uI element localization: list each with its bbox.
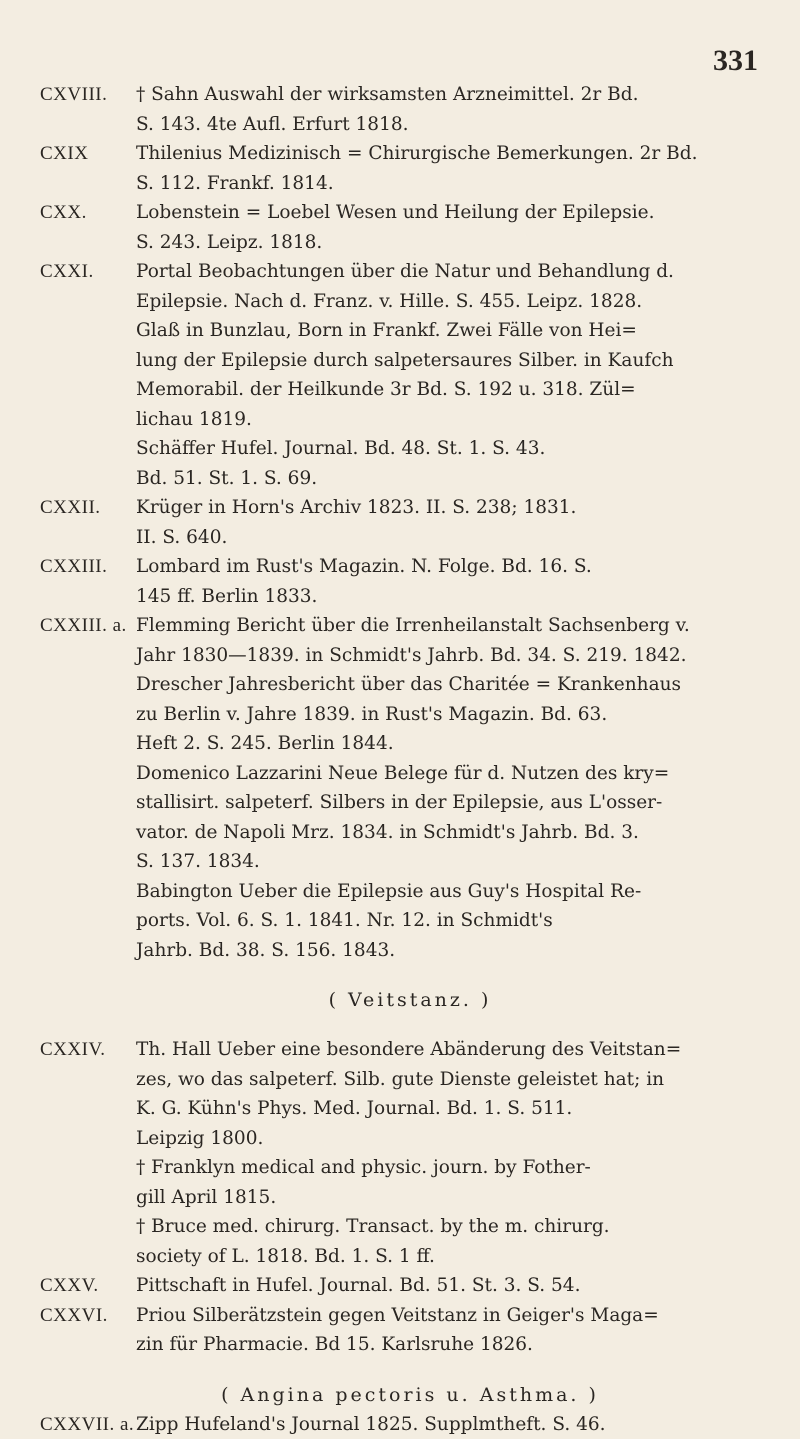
entry-line: † Sahn Auswahl der wirksamsten Arzneimittel. 2r Bd.: [136, 80, 780, 110]
entry-line: Heft 2. S. 245. Berlin 1844.: [136, 729, 780, 759]
entry-lines: [136, 80, 780, 139]
entry-line: lichau 1819.: [136, 405, 780, 435]
entry-line: Epilepsie. Nach d. Franz. v. Hille. S. 455. Leipz. 1828.: [136, 287, 780, 317]
section-heading: ( Veitstanz. ): [40, 985, 780, 1015]
section-heading: ( Angina pectoris u. Asthma. ): [40, 1380, 780, 1410]
entry-line: K. G. Kühn's Phys. Med. Journal. Bd. 1. S. 511.: [136, 1094, 780, 1124]
entries-block-1: [40, 80, 780, 965]
entry: [40, 1410, 780, 1439]
entry: [40, 1035, 780, 1271]
entry-label: CXIX: [40, 139, 136, 168]
entry-line: vator. de Napoli Mrz. 1834. in Schmidt's Jahrb. Bd. 3.: [136, 818, 780, 848]
entry-line: Jahrb. Bd. 38. S. 156. 1843.: [136, 936, 780, 966]
spacer: [40, 965, 780, 985]
entry: [40, 1301, 780, 1360]
spacer: [40, 1015, 780, 1035]
entry-line: Drescher Jahresbericht über das Charitée = Krankenhaus: [136, 670, 780, 700]
entry: [40, 139, 780, 198]
entry-line: stallisirt. salpeterf. Silbers in der Epilepsie, aus L'osser-: [136, 788, 780, 818]
entry-line: Lobenstein = Loebel Wesen und Heilung der Epilepsie.: [136, 198, 780, 228]
entry-lines: [136, 493, 780, 552]
entry-lines: [136, 611, 780, 965]
entry: [40, 493, 780, 552]
entry-line: 145 ff. Berlin 1833.: [136, 582, 780, 612]
entry-label: CXXI.: [40, 257, 136, 286]
entry-line: S. 143. 4te Aufl. Erfurt 1818.: [136, 110, 780, 140]
entry-label: CXXIII.: [40, 552, 136, 581]
entry-line: Jahr 1830—1839. in Schmidt's Jahrb. Bd. 34. S. 219. 1842.: [136, 641, 780, 671]
entry-line: Glaß in Bunzlau, Born in Frankf. Zwei Fälle von Hei=: [136, 316, 780, 346]
entries: [40, 80, 780, 1439]
entry-label: CXXVI.: [40, 1301, 136, 1330]
entry-label: CXX.: [40, 198, 136, 227]
entry-label: CXXVII. a.: [40, 1410, 136, 1439]
entry-lines: [136, 1271, 780, 1301]
entry-line: Flemming Bericht über die Irrenheilanstalt Sachsenberg v.: [136, 611, 780, 641]
entry-line: Priou Silberätzstein gegen Veitstanz in Geiger's Maga=: [136, 1301, 780, 1331]
entry-lines: [136, 552, 780, 611]
entry-line: Domenico Lazzarini Neue Belege für d. Nutzen des kry=: [136, 759, 780, 789]
entry-lines: [136, 257, 780, 493]
entry-line: S. 243. Leipz. 1818.: [136, 228, 780, 258]
entry-label: CXXIV.: [40, 1035, 136, 1064]
entry-lines: [136, 198, 780, 257]
entry-lines: [136, 139, 780, 198]
entry-line: ports. Vol. 6. S. 1. 1841. Nr. 12. in Schmidt's: [136, 906, 780, 936]
entry-line: Leipzig 1800.: [136, 1124, 780, 1154]
entry-line: zes, wo das salpeterf. Silb. gute Dienste geleistet hat; in: [136, 1065, 780, 1095]
entry-label: CXVIII.: [40, 80, 136, 109]
entry-lines: [136, 1410, 780, 1439]
entry: [40, 257, 780, 493]
entry-label: CXXV.: [40, 1271, 136, 1300]
entry-line: zu Berlin v. Jahre 1839. in Rust's Magazin. Bd. 63.: [136, 700, 780, 730]
entry-line: Zipp Hufeland's Journal 1825. Supplmtheft. S. 46.: [136, 1410, 780, 1439]
entry-line: Thilenius Medizinisch = Chirurgische Bemerkungen. 2r Bd.: [136, 139, 780, 169]
entry-line: Lombard im Rust's Magazin. N. Folge. Bd. 16. S.: [136, 552, 780, 582]
entry-line: Memorabil. der Heilkunde 3r Bd. S. 192 u. 318. Zül=: [136, 375, 780, 405]
entry-label: CXXII.: [40, 493, 136, 522]
entry: [40, 80, 780, 139]
spacer: [40, 1360, 780, 1380]
entry-line: society of L. 1818. Bd. 1. S. 1 ff.: [136, 1242, 780, 1272]
entry-line: † Franklyn medical and physic. journ. by Fother-: [136, 1153, 780, 1183]
entry-line: Pittschaft in Hufel. Journal. Bd. 51. St. 3. S. 54.: [136, 1271, 780, 1301]
entry-line: Krüger in Horn's Archiv 1823. II. S. 238; 1831.: [136, 493, 780, 523]
entry-line: Th. Hall Ueber eine besondere Abänderung des Veitstan=: [136, 1035, 780, 1065]
entry: [40, 611, 780, 965]
entry-line: Babington Ueber die Epilepsie aus Guy's Hospital Re-: [136, 877, 780, 907]
entry-line: II. S. 640.: [136, 523, 780, 553]
entry-line: Schäffer Hufel. Journal. Bd. 48. St. 1. S. 43.: [136, 434, 780, 464]
entry-line: † Bruce med. chirurg. Transact. by the m. chirurg.: [136, 1212, 780, 1242]
entry: [40, 552, 780, 611]
entry-lines: [136, 1035, 780, 1271]
entry-label: CXXIII. a.: [40, 611, 136, 640]
entry-line: S. 112. Frankf. 1814.: [136, 169, 780, 199]
entry-line: gill April 1815.: [136, 1183, 780, 1213]
entry-line: Portal Beobachtungen über die Natur und Behandlung d.: [136, 257, 780, 287]
entry-line: lung der Epilepsie durch salpetersaures Silber. in Kaufch: [136, 346, 780, 376]
entry-line: zin für Pharmacie. Bd 15. Karlsruhe 1826.: [136, 1330, 780, 1360]
entry: [40, 198, 780, 257]
entry-line: Bd. 51. St. 1. S. 69.: [136, 464, 780, 494]
entry-line: S. 137. 1834.: [136, 847, 780, 877]
entries-block-2: [40, 1035, 780, 1360]
entry-lines: [136, 1301, 780, 1360]
entry: [40, 1271, 780, 1301]
page-number: 331: [713, 44, 758, 78]
